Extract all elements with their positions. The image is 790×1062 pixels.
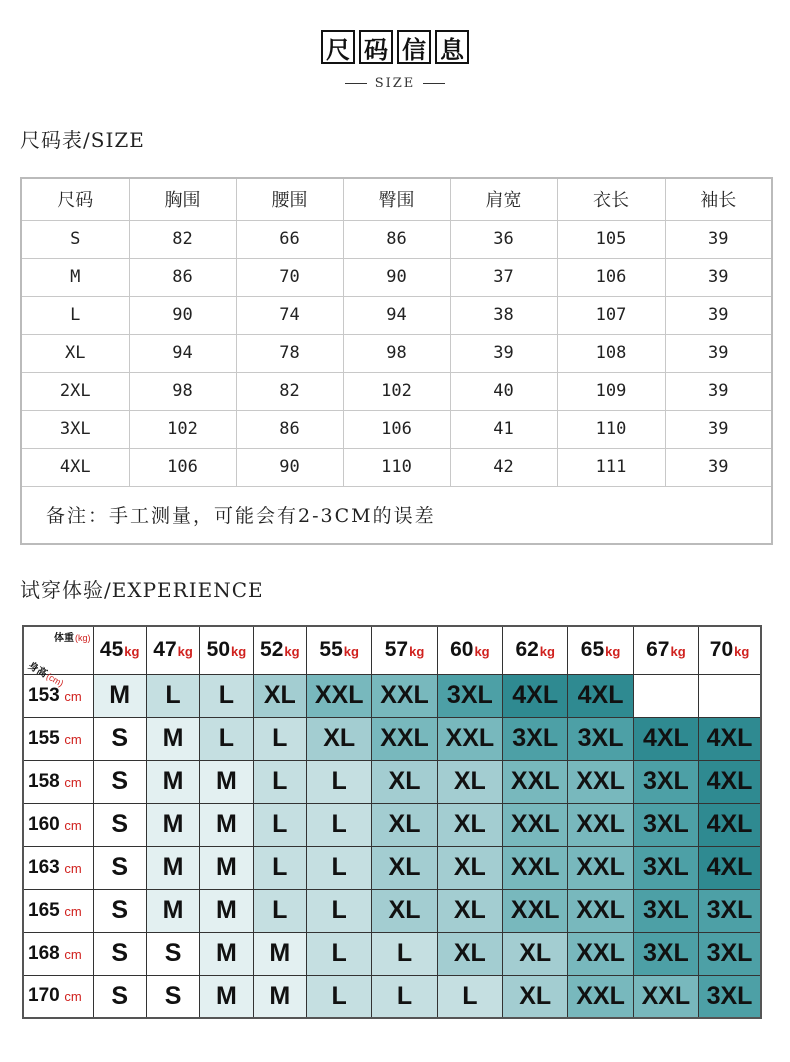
size-section-title: 尺码表/SIZE (20, 128, 145, 152)
size-recommendation-cell (633, 674, 698, 717)
size-cell: 90 (236, 448, 343, 486)
size-table-header (21, 178, 772, 220)
size-cell: 42 (450, 448, 557, 486)
size-recommendation-cell: M (200, 846, 253, 889)
size-cell: 86 (129, 258, 236, 296)
size-cell: 86 (236, 410, 343, 448)
weight-value: 52 (260, 638, 284, 662)
size-recommendation-cell: 3XL (633, 846, 698, 889)
corner-height-unit: (cm) (44, 670, 66, 689)
size-recommendation-cell: 3XL (699, 889, 761, 932)
height-value: 170 (28, 985, 60, 1007)
weight-value: 62 (515, 638, 539, 662)
size-recommendation-cell: L (307, 760, 372, 803)
size-cell: 78 (236, 334, 343, 372)
weight-value: 60 (450, 638, 474, 662)
size-recommendation-cell: M (146, 889, 199, 932)
size-column-header: 尺码 (21, 178, 129, 220)
size-recommendation-cell: 3XL (633, 889, 698, 932)
size-recommendation-cell: M (146, 803, 199, 846)
size-recommendation-cell: 3XL (568, 717, 633, 760)
size-recommendation-cell: M (93, 674, 146, 717)
weight-unit: kg (343, 644, 359, 660)
corner-weight-unit: (kg) (75, 633, 91, 643)
size-recommendation-cell: XL (437, 760, 502, 803)
size-recommendation-cell: M (200, 932, 253, 975)
height-unit: cm (60, 774, 82, 790)
size-recommendation-cell: XL (372, 846, 437, 889)
weight-header (699, 626, 761, 674)
size-row (21, 448, 772, 486)
size-recommendation-cell: XL (503, 932, 568, 975)
size-recommendation-cell: XXL (503, 889, 568, 932)
experience-table (22, 625, 762, 1019)
page-subtitle (0, 76, 790, 91)
size-cell: 90 (343, 258, 450, 296)
size-recommendation-cell: XXL (568, 975, 633, 1018)
height-value: 160 (28, 813, 60, 835)
height-header (23, 889, 93, 932)
height-value: 165 (28, 899, 60, 921)
size-cell: 39 (665, 448, 772, 486)
weight-header (253, 626, 306, 674)
size-recommendation-cell: XXL (568, 760, 633, 803)
size-recommendation-cell: XXL (372, 674, 437, 717)
weight-header (200, 626, 253, 674)
weight-unit: kg (409, 644, 425, 660)
size-recommendation-cell: S (93, 889, 146, 932)
weight-unit: kg (124, 644, 140, 660)
weight-height-corner (23, 626, 93, 689)
size-recommendation-cell: M (146, 717, 199, 760)
size-cell: 90 (129, 296, 236, 334)
height-header (23, 846, 93, 889)
experience-row (23, 846, 761, 889)
size-recommendation-cell: 3XL (503, 717, 568, 760)
size-recommendation-cell: S (93, 803, 146, 846)
size-recommendation-cell: XXL (503, 803, 568, 846)
weight-unit: kg (539, 644, 555, 660)
weight-value: 57 (384, 638, 409, 662)
size-recommendation-cell: L (253, 760, 306, 803)
size-cell: 66 (236, 220, 343, 258)
size-row (21, 410, 772, 448)
size-recommendation-cell: XL (372, 889, 437, 932)
size-recommendation-cell: XXL (568, 889, 633, 932)
size-recommendation-cell: XL (437, 846, 502, 889)
height-header (23, 760, 93, 803)
size-recommendation-cell: L (307, 889, 372, 932)
size-recommendation-cell: L (372, 975, 437, 1018)
size-cell: 39 (665, 372, 772, 410)
size-cell: 108 (557, 334, 665, 372)
size-cell: 39 (450, 334, 557, 372)
size-column-header: 腰围 (236, 178, 343, 220)
divider (345, 83, 367, 84)
size-recommendation-cell: XL (437, 889, 502, 932)
size-table-body (21, 220, 772, 544)
size-recommendation-cell: XXL (568, 803, 633, 846)
weight-value: 70 (709, 638, 734, 662)
size-cell: 98 (129, 372, 236, 410)
height-unit: cm (60, 946, 82, 962)
size-recommendation-cell: 4XL (568, 674, 633, 717)
weight-header (568, 626, 633, 674)
size-cell: 40 (450, 372, 557, 410)
height-value: 153 (28, 684, 60, 706)
size-cell: 94 (129, 334, 236, 372)
size-recommendation-cell: 3XL (699, 932, 761, 975)
size-cell: 98 (343, 334, 450, 372)
size-recommendation-cell: XL (372, 803, 437, 846)
size-recommendation-cell: L (253, 889, 306, 932)
size-recommendation-cell: S (146, 932, 199, 975)
height-header (23, 975, 93, 1018)
size-cell: L (21, 296, 129, 334)
size-recommendation-cell: 4XL (633, 717, 698, 760)
size-row (21, 220, 772, 258)
size-cell: 102 (129, 410, 236, 448)
height-unit: cm (60, 731, 82, 747)
size-recommendation-cell: XXL (437, 717, 502, 760)
height-unit: cm (60, 989, 82, 1005)
weight-header (307, 626, 372, 674)
experience-row (23, 760, 761, 803)
size-cell: M (21, 258, 129, 296)
experience-section-title: 试穿体验/EXPERIENCE (20, 578, 264, 602)
size-note: 备注：手工测量，可能会有2-3CM的误差 (21, 486, 772, 544)
size-column-header: 衣长 (557, 178, 665, 220)
size-cell: 109 (557, 372, 665, 410)
experience-row (23, 889, 761, 932)
weight-header (503, 626, 568, 674)
weight-unit: kg (284, 644, 300, 660)
size-cell: 41 (450, 410, 557, 448)
size-recommendation-cell: L (372, 932, 437, 975)
height-unit: cm (60, 860, 82, 876)
height-value: 155 (28, 727, 60, 749)
title-char-box: 信 (397, 30, 431, 64)
corner-weight-text: 体重 (54, 633, 74, 644)
weight-unit: kg (605, 644, 621, 660)
size-recommendation-cell: L (307, 932, 372, 975)
size-column-header: 臀围 (343, 178, 450, 220)
size-recommendation-cell: L (307, 975, 372, 1018)
size-note-row (21, 486, 772, 544)
size-recommendation-cell: 4XL (699, 760, 761, 803)
title-char-box: 息 (435, 30, 469, 64)
size-recommendation-cell: XL (503, 975, 568, 1018)
size-recommendation-cell: S (93, 846, 146, 889)
experience-row (23, 975, 761, 1018)
weight-header (372, 626, 437, 674)
height-unit: cm (60, 688, 82, 704)
size-cell: 105 (557, 220, 665, 258)
experience-row (23, 932, 761, 975)
size-column-header: 胸围 (129, 178, 236, 220)
weight-unit: kg (231, 644, 247, 660)
size-recommendation-cell: M (200, 803, 253, 846)
size-recommendation-cell: XXL (503, 760, 568, 803)
weight-value: 65 (580, 638, 605, 662)
size-cell: 39 (665, 220, 772, 258)
size-cell: 106 (129, 448, 236, 486)
size-row (21, 296, 772, 334)
size-recommendation-cell: 3XL (633, 932, 698, 975)
weight-unit: kg (734, 644, 750, 660)
size-recommendation-cell: M (253, 932, 306, 975)
size-cell: 110 (343, 448, 450, 486)
page-header (0, 30, 790, 64)
height-header (23, 932, 93, 975)
weight-unit: kg (474, 644, 490, 660)
weight-header (93, 626, 146, 674)
size-cell: 82 (129, 220, 236, 258)
size-recommendation-cell: L (253, 846, 306, 889)
experience-table-body (23, 674, 761, 1018)
weight-value: 55 (319, 638, 343, 662)
size-cell: 2XL (21, 372, 129, 410)
size-recommendation-cell: XXL (503, 846, 568, 889)
weight-value: 45 (99, 638, 124, 662)
size-recommendation-cell: XXL (568, 932, 633, 975)
size-recommendation-cell: 4XL (503, 674, 568, 717)
corner-weight-label (54, 629, 91, 644)
size-recommendation-cell: M (253, 975, 306, 1018)
size-cell: 94 (343, 296, 450, 334)
size-recommendation-cell: S (93, 932, 146, 975)
size-cell: 38 (450, 296, 557, 334)
size-column-header: 袖长 (665, 178, 772, 220)
size-column-header: 肩宽 (450, 178, 557, 220)
size-recommendation-cell: S (93, 717, 146, 760)
size-recommendation-cell: L (200, 717, 253, 760)
size-recommendation-cell: XXL (633, 975, 698, 1018)
weight-header (437, 626, 502, 674)
weight-value: 50 (206, 638, 231, 662)
size-recommendation-cell: L (146, 674, 199, 717)
experience-row (23, 717, 761, 760)
size-row (21, 334, 772, 372)
experience-table-header (23, 626, 761, 674)
size-recommendation-cell: XXL (372, 717, 437, 760)
size-recommendation-cell: 3XL (437, 674, 502, 717)
height-value: 168 (28, 942, 60, 964)
size-cell: 4XL (21, 448, 129, 486)
height-header (23, 803, 93, 846)
size-cell: 39 (665, 296, 772, 334)
size-cell: 39 (665, 410, 772, 448)
height-header (23, 717, 93, 760)
title-char-box: 码 (359, 30, 393, 64)
size-cell: 39 (665, 334, 772, 372)
size-recommendation-cell: M (146, 760, 199, 803)
weight-value: 47 (153, 638, 177, 662)
weight-unit: kg (670, 644, 686, 660)
page-title (321, 30, 469, 64)
size-recommendation-cell: XL (437, 803, 502, 846)
size-recommendation-cell: L (307, 803, 372, 846)
corner-height-text: 身高 (26, 659, 49, 680)
weight-value: 67 (646, 638, 670, 662)
size-cell: S (21, 220, 129, 258)
size-cell: 111 (557, 448, 665, 486)
size-recommendation-cell: L (253, 717, 306, 760)
size-cell: XL (21, 334, 129, 372)
weight-header (633, 626, 698, 674)
size-recommendation-cell: S (93, 975, 146, 1018)
size-cell: 3XL (21, 410, 129, 448)
size-recommendation-cell: XL (372, 760, 437, 803)
size-cell: 110 (557, 410, 665, 448)
size-recommendation-cell: S (146, 975, 199, 1018)
subtitle-text: SIZE (374, 76, 416, 91)
size-cell: 106 (557, 258, 665, 296)
size-cell: 106 (343, 410, 450, 448)
size-cell: 37 (450, 258, 557, 296)
size-recommendation-cell: M (200, 889, 253, 932)
experience-row (23, 803, 761, 846)
height-value: 163 (28, 856, 60, 878)
size-cell: 107 (557, 296, 665, 334)
experience-row (23, 674, 761, 717)
size-recommendation-cell: 4XL (699, 846, 761, 889)
size-recommendation-cell: S (93, 760, 146, 803)
size-recommendation-cell: XXL (307, 674, 372, 717)
divider (423, 83, 445, 84)
size-cell: 74 (236, 296, 343, 334)
size-row (21, 258, 772, 296)
size-recommendation-cell: 4XL (699, 803, 761, 846)
height-value: 158 (28, 770, 60, 792)
size-cell: 70 (236, 258, 343, 296)
size-recommendation-cell: 4XL (699, 717, 761, 760)
size-recommendation-cell: M (200, 760, 253, 803)
size-recommendation-cell: M (200, 975, 253, 1018)
size-cell: 82 (236, 372, 343, 410)
size-recommendation-cell: 3XL (699, 975, 761, 1018)
size-table (20, 177, 773, 545)
size-row (21, 372, 772, 410)
size-recommendation-cell: 3XL (633, 760, 698, 803)
height-unit: cm (60, 817, 82, 833)
size-recommendation-cell: XXL (568, 846, 633, 889)
height-unit: cm (60, 903, 82, 919)
size-cell: 102 (343, 372, 450, 410)
size-recommendation-cell (699, 674, 761, 717)
size-cell: 39 (665, 258, 772, 296)
weight-unit: kg (177, 644, 193, 660)
size-recommendation-cell: XL (307, 717, 372, 760)
title-char-box: 尺 (321, 30, 355, 64)
size-recommendation-cell: L (200, 674, 253, 717)
size-recommendation-cell: L (253, 803, 306, 846)
size-recommendation-cell: L (437, 975, 502, 1018)
size-recommendation-cell: XL (253, 674, 306, 717)
size-cell: 86 (343, 220, 450, 258)
size-recommendation-cell: L (307, 846, 372, 889)
weight-header (146, 626, 199, 674)
size-cell: 36 (450, 220, 557, 258)
size-recommendation-cell: 3XL (633, 803, 698, 846)
size-recommendation-cell: M (146, 846, 199, 889)
size-recommendation-cell: XL (437, 932, 502, 975)
